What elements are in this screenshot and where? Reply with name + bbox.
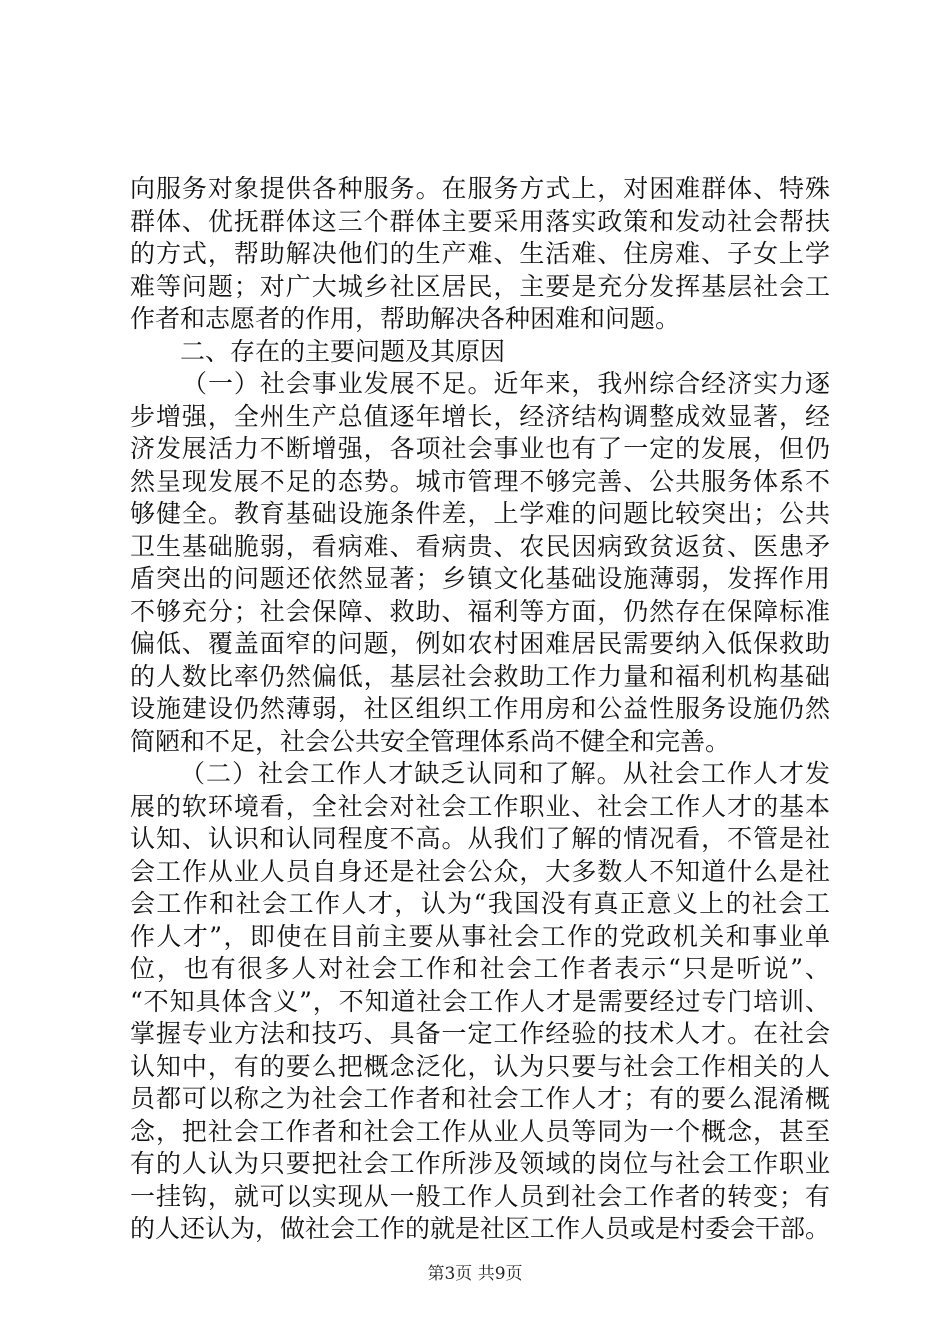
text-line: 偏低、覆盖面窄的问题，例如农村困难居民需要纳入低保救助 (130, 629, 830, 658)
text-line: 济发展活力不断增强，各项社会事业也有了一定的发展，但仍 (130, 434, 830, 463)
text-line: 然呈现发展不足的态势。城市管理不够完善、公共服务体系不 (130, 466, 830, 496)
text-line: 不够充分；社会保障、救助、福利等方面，仍然存在保障标准 (130, 596, 830, 626)
text-line: 步增强，全州生产总值逐年增长，经济结构调整成效显著，经 (130, 401, 830, 431)
text-line: 认知、认识和认同程度不高。从我们了解的情况看，不管是社 (130, 824, 830, 853)
text-line: 作者和志愿者的作用，帮助解决各种困难和问题。 (130, 304, 681, 333)
page-footer: 第3页 共9页 (427, 1264, 523, 1284)
text-line: 位，也有很多人对社会工作和社会工作者表示“只是听说”、 (130, 954, 830, 983)
text-line: 的人还认为，做社会工作的就是社区工作人员或是村委会干部。 (130, 1214, 831, 1243)
text-line: 有的人认为只要把社会工作所涉及领域的岗位与社会工作职业 (130, 1149, 830, 1178)
text-line: “不知具体含义”，不知道社会工作人才是需要经过专门培训、 (130, 986, 830, 1016)
text-line: 会工作从业人员自身还是社会公众，大多数人不知道什么是社 (130, 856, 830, 886)
text-line: 会工作和社会工作人才，认为“我国没有真正意义上的社会工 (130, 889, 830, 918)
text-line: 盾突出的问题还依然显著；乡镇文化基础设施薄弱，发挥作用 (130, 564, 830, 593)
text-line: 够健全。教育基础设施条件差，上学难的问题比较突出；公共 (130, 499, 830, 528)
text-line: 简陋和不足，社会公共安全管理体系尚不健全和完善。 (130, 726, 731, 756)
text-line: （二）社会工作人才缺乏认同和了解。从社会工作人才发 (180, 759, 830, 788)
text-line: 展的软环境看，全社会对社会工作职业、社会工作人才的基本 (130, 791, 830, 821)
text-line: 群体、优抚群体这三个群体主要采用落实政策和发动社会帮扶 (130, 206, 830, 236)
text-line: 难等问题；对广大城乡社区居民，主要是充分发挥基层社会工 (130, 271, 830, 301)
text-line: 的方式，帮助解决他们的生产难、生活难、住房难、子女上学 (130, 239, 830, 268)
text-line: 认知中，有的要么把概念泛化，认为只要与社会工作相关的人 (130, 1051, 830, 1081)
text-line: 掌握专业方法和技巧、具备一定工作经验的技术人才。在社会 (130, 1019, 830, 1048)
text-line: 向服务对象提供各种服务。在服务方式上，对困难群体、特殊 (130, 174, 830, 203)
text-line: （一）社会事业发展不足。近年来，我州综合经济实力逐 (182, 369, 830, 398)
section-heading: 二、存在的主要问题及其原因 (180, 336, 506, 366)
text-line: 卫生基础脆弱，看病难、看病贵、农民因病致贫返贫、医患矛 (130, 531, 830, 561)
text-line: 作人才”，即使在目前主要从事社会工作的党政机关和事业单 (130, 921, 830, 951)
text-line: 一挂钩，就可以实现从一般工作人员到社会工作者的转变；有 (130, 1181, 830, 1211)
text-line: 设施建设仍然薄弱，社区组织工作用房和公益性服务设施仍然 (130, 694, 830, 723)
text-line: 念，把社会工作者和社会工作从业人员等同为一个概念，甚至 (130, 1116, 830, 1146)
text-line: 员都可以称之为社会工作者和社会工作人才；有的要么混淆概 (130, 1084, 830, 1113)
text-line: 的人数比率仍然偏低，基层社会救助工作力量和福利机构基础 (130, 661, 830, 691)
body-text (130, 173, 830, 1246)
